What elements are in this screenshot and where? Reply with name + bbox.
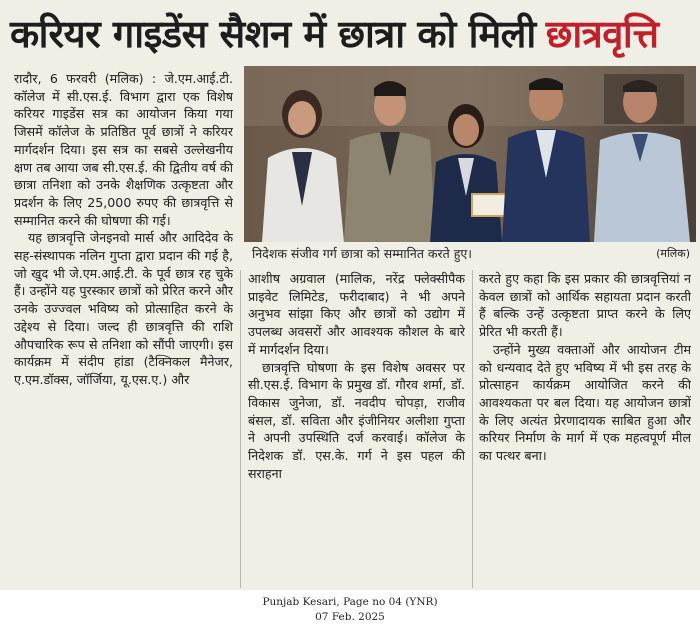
paragraph: आशीष अग्रवाल (मालिक, नरेंद्र फ्लेक्सीपैक प्राइवेट लिमिटेड, फरीदाबाद) ने भी अपने अनुभव सांझा किए और छात्रों को उद्योग में उपलब्ध अवसरों और आवश्यक कौशल के बारे में मार्गदर्शन दिया।	[248, 271, 465, 357]
photo-credit: (मलिक)	[656, 246, 690, 260]
column-divider	[240, 270, 241, 588]
paragraph: रादौर, 6 फरवरी (मलिक) : जे.एम.आई.टी. कॉलेज में सी.एस.ई. विभाग द्वारा एक विशेष करियर गाइडेंस सत्र का आयोजन किया गया जिसमें कॉलेज के प्रतिष्ठित पूर्व छात्रों ने करियर मार्गदर्शन दिया। इस सत्र का सबसे उल्लेखनीय क्षण तब आया जब सी.एस.ई. की द्वितीय वर्ष की छात्रा तनिशा को उनके शैक्षणिक उत्कृष्टता और प्रदर्शन के लिए 25,000 रुपए की छात्रवृत्ति से सम्मानित करने की घोषणा की गई।	[14, 71, 233, 228]
article-column-1	[14, 70, 233, 590]
paragraph: यह छात्रवृत्ति जेनइनवो मार्स और आदिदेव के सह-संस्थापक नलिन गुप्ता द्वारा प्रदान की गई है, जो खुद भी जे.एम.आई.टी. के पूर्व छात्र रह चुके हैं। उन्होंने यह पुरस्कार छात्रों को प्रेरित करने और उनके उज्ज्वल भविष्य को प्रोत्साहित करने के उद्देश्य से दिया। जल्द ही छात्रवृत्ति की राशि औपचारिक रूप से तनिशा को सौंपी जाएगी। इस कार्यक्रम में संदीप हांडा (टैक्निकल मैनेजर, ए.एम.डॉक्स, जॉर्जिया, यू.एस.ए.) और	[14, 230, 233, 387]
news-photo-image	[244, 66, 696, 242]
paragraph: करते हुए कहा कि इस प्रकार की छात्रवृत्तियां न केवल छात्रों को आर्थिक सहायता प्रदान करती हैं बल्कि उन्हें उत्कृष्टता प्राप्त करने के लिए प्रेरित भी करती हैं।	[479, 271, 691, 340]
source-date: 07 Feb. 2025	[315, 611, 385, 623]
column-divider	[472, 270, 473, 588]
paragraph: उन्होंने मुख्य वक्ताओं और आयोजन टीम को धन्यवाद देते हुए भविष्य में भी इस तरह के प्रोत्साहन कार्यक्रम आयोजित करने की आवश्यकता पर बल दिया। यह आयोजन छात्रों के लिए अत्यंत प्रेरणादायक साबित हुआ और करियर निर्माण के मार्ग में एक महत्वपूर्ण मील का पत्थर बना।	[479, 341, 691, 464]
photo-caption: निदेशक संजीव गर्ग छात्रा को सम्मानित करते हुए।	[252, 245, 473, 261]
headline-highlight: छात्रवृत्ति	[545, 12, 659, 56]
article-column-3	[479, 270, 691, 590]
article-column-2	[248, 270, 465, 590]
photo-caption-bar	[244, 242, 696, 264]
source-line: Punjab Kesari, Page no 04 (YNR)	[262, 596, 438, 608]
paragraph: छात्रवृत्ति घोषणा के इस विशेष अवसर पर सी.एस.ई. विभाग के प्रमुख डॉ. गौरव शर्मा, डॉ. विकास जुनेजा, डॉ. नवदीप चोपड़ा, राजीव बंसल, डॉ. सविता और इंजीनियर अलीशा गुप्ता ने अपनी उपस्थिति दर्ज करवाई। कॉलेज के निदेशक डॉ. एस.के. गर्ग ने इस पहल की सराहना	[248, 359, 465, 481]
news-photo	[244, 66, 696, 242]
headline-main: करियर गाइडेंस सैशन में छात्रा को मिली	[10, 12, 536, 56]
headline	[10, 6, 690, 60]
